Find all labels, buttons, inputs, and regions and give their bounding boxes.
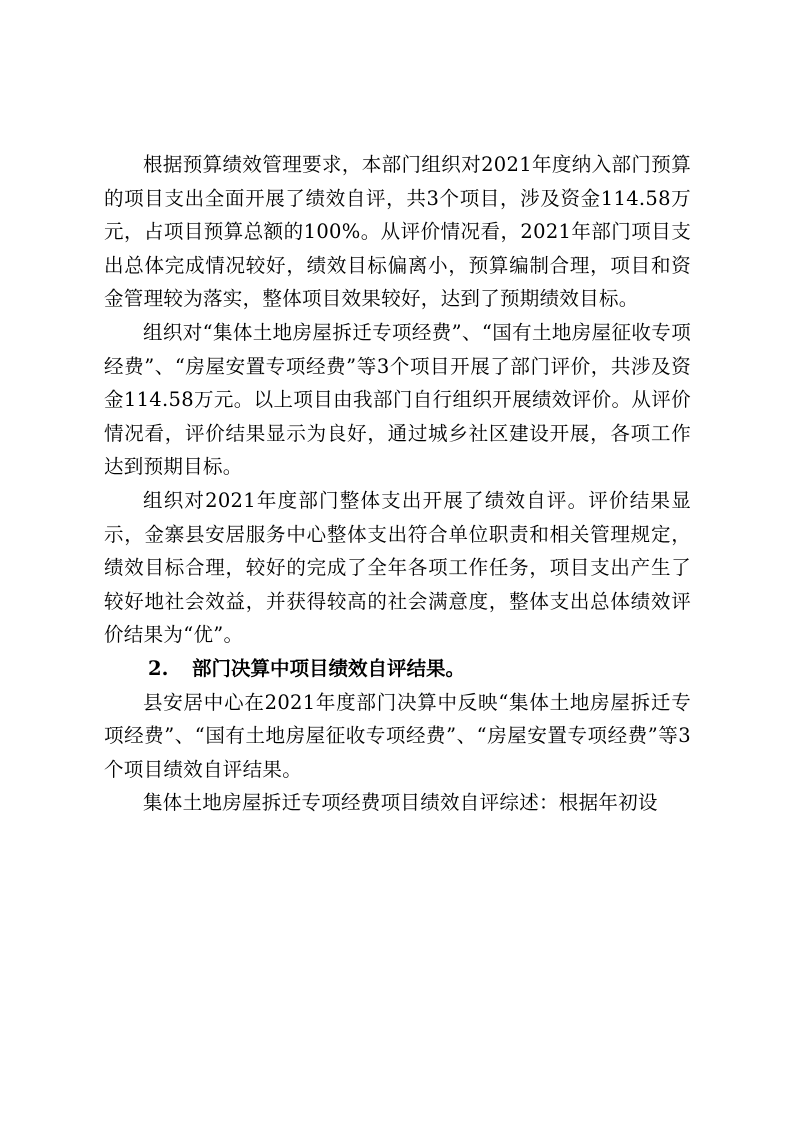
section-heading	[104, 652, 691, 686]
paragraph-overall-expenditure: 组织对2021年度部门整体支出开展了绩效自评。评价结果显示，金寨县安居服务中心整体支出符合单位职责和相关管理规定，绩效目标合理，较好的完成了全年各项工作任务，项目支出产生了较好地社会效益，并获得较高的社会满意度，整体支出总体绩效评价结果为“优”。	[104, 488, 691, 647]
paragraph-budget-performance: 根据预算绩效管理要求，本部门组织对2021年度纳入部门预算的项目支出全面开展了绩效自评，共3个项目，涉及资金114.58万元，占项目预算总额的100%。从评价情况看，2021年部门项目支出总体完成情况较好，绩效目标偏离小，预算编制合理，项目和资金管理较为落实，整体项目效果较好，达到了预期绩效目标。	[104, 153, 691, 311]
document-body	[104, 148, 691, 820]
section-number: 2.	[148, 656, 169, 680]
paragraph-department-evaluation: 组织对“集体土地房屋拆迁专项经费”、“国有土地房屋征收专项经费”、“房屋安置专项经费”等3个项目开展了部门评价，共涉及资金114.58万元。以上项目由我部门自行组织开展绩效评价。从评价情况看，评价结果显示为良好，通过城乡社区建设开展，各项工作达到预期目标。	[104, 320, 691, 479]
section-title: 部门决算中项目绩效自评结果。	[192, 656, 466, 680]
paragraph-final-accounts: 县安居中心在2021年度部门决算中反映“集体土地房屋拆迁专项经费”、“国有土地房屋征收专项经费”、“房屋安置专项经费”等3个项目绩效自评结果。	[104, 690, 691, 781]
paragraph-project-summary: 集体土地房屋拆迁专项经费项目绩效自评综述：根据年初设	[143, 791, 658, 815]
